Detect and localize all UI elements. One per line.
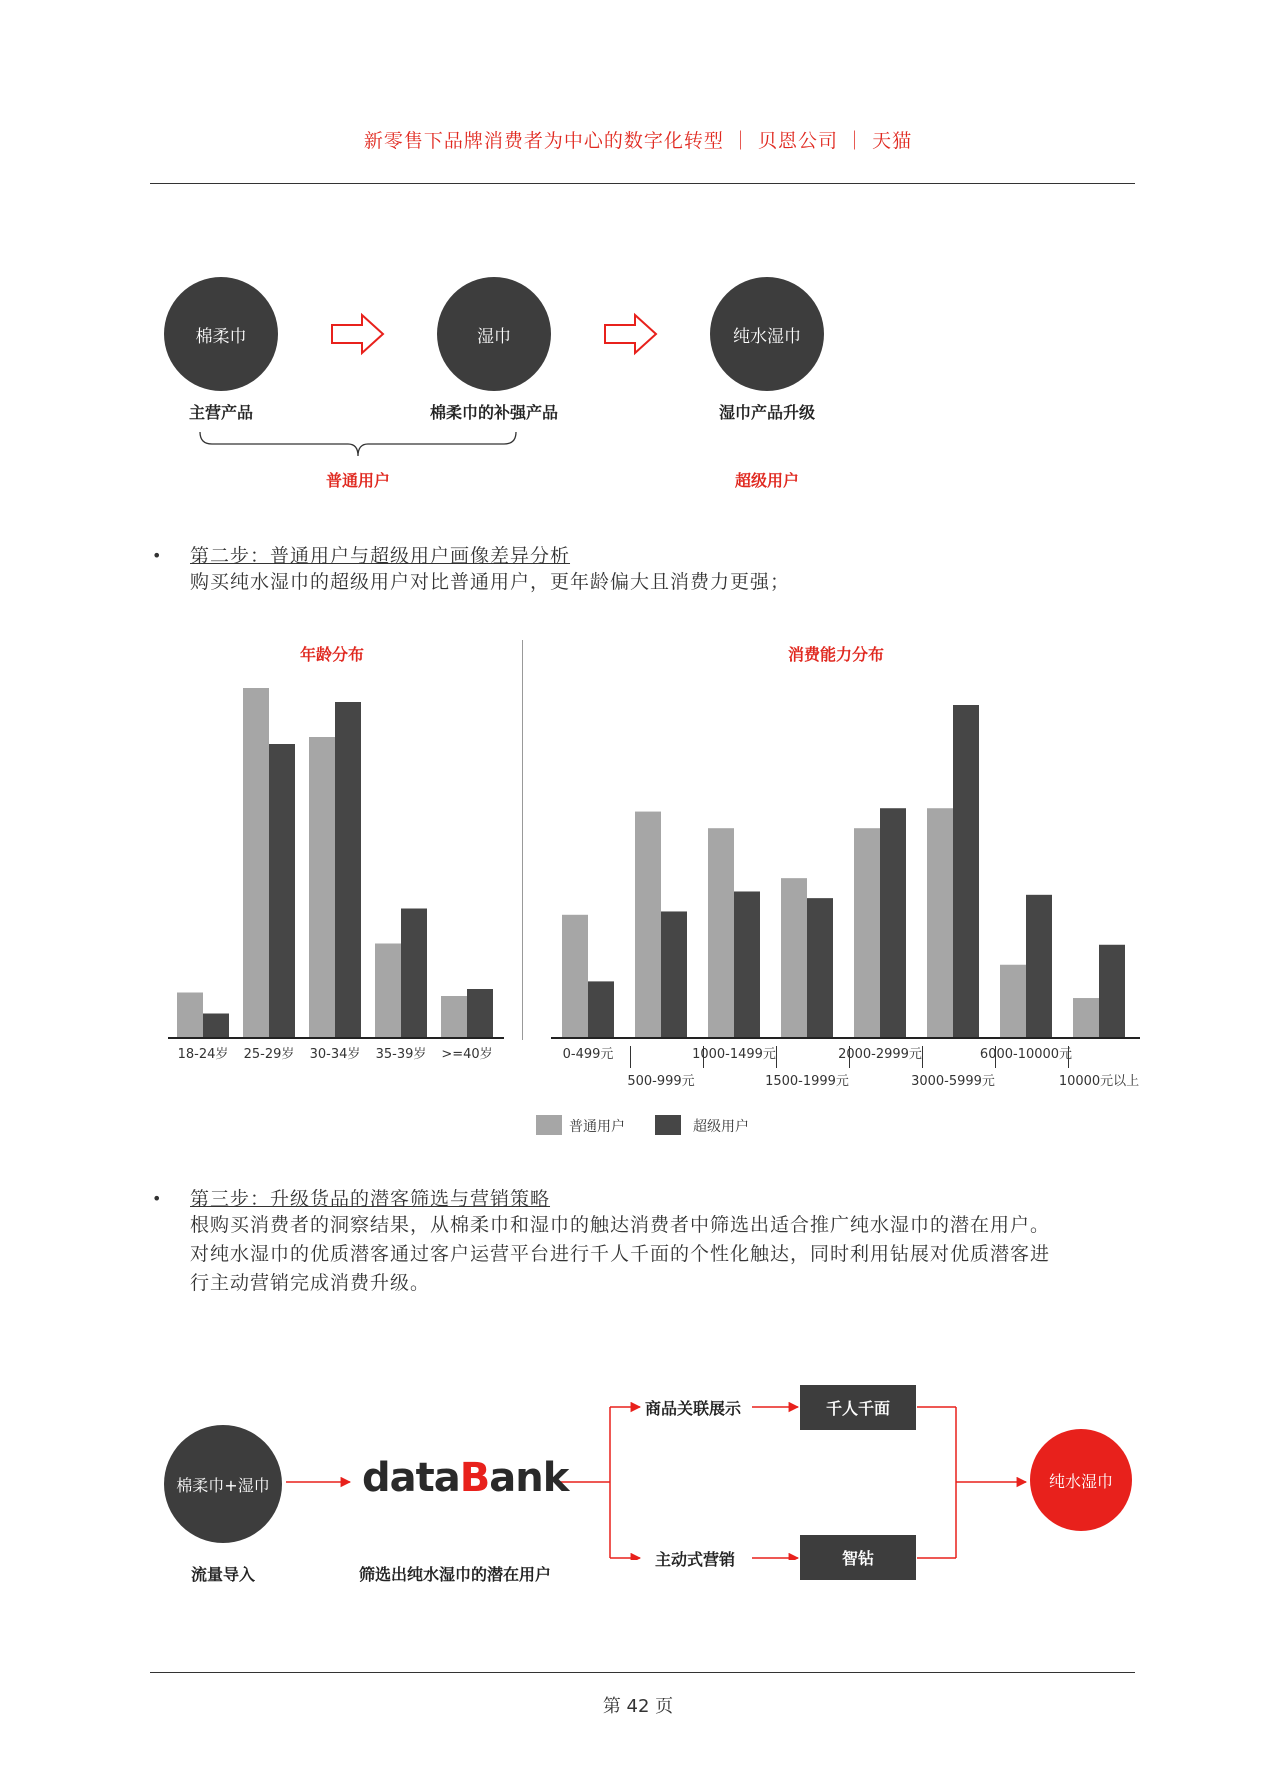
- node-cotton-towel: [164, 277, 278, 391]
- bar-normal: [562, 915, 588, 1038]
- x-tick-label: 2000-2999元: [838, 1047, 922, 1062]
- bullet-icon: •: [152, 1189, 162, 1208]
- x-tick-label: >=40岁: [441, 1047, 493, 1062]
- bar-super: [588, 981, 614, 1038]
- arrow-right-icon: [330, 312, 386, 356]
- bar-normal: [854, 828, 880, 1038]
- x-tick-label: 18-24岁: [177, 1047, 229, 1062]
- box-label: 智钻: [841, 1549, 874, 1568]
- bar-normal: [309, 737, 335, 1038]
- node-source-traffic: [164, 1425, 282, 1543]
- step2-text: 购买纯水湿巾的超级用户对比普通用户，更年龄偏大且消费力更强；: [190, 571, 791, 593]
- bar-super: [467, 989, 493, 1038]
- x-tick-label: 1000-1499元: [692, 1047, 776, 1062]
- x-tick-label: 0-499元: [562, 1047, 614, 1062]
- page-header: 新零售下品牌消费者为中心的数字化转型 ｜ 贝恩公司 ｜ 天猫: [363, 130, 913, 152]
- x-tick-label: 10000元以上: [1058, 1074, 1140, 1089]
- bar-super: [203, 1014, 229, 1039]
- x-tick-label: 30-34岁: [309, 1047, 361, 1062]
- chart-divider: [522, 640, 523, 1040]
- chart-title-age: 年龄分布: [299, 645, 364, 664]
- branch-label-bottom: 主动式营销: [655, 1550, 736, 1569]
- group-super-users: 超级用户: [734, 471, 799, 490]
- box-smart-diamond: [800, 1535, 916, 1580]
- bar-normal: [927, 808, 953, 1038]
- x-tick-label: 3000-5999元: [911, 1074, 995, 1089]
- node-label: 湿巾: [477, 326, 511, 347]
- node-label: 纯水湿巾: [733, 326, 801, 347]
- logo-text: data: [362, 1455, 460, 1501]
- branch-label-top: 商品关联展示: [645, 1399, 742, 1418]
- age-distribution-chart: [165, 670, 505, 1078]
- bar-normal: [177, 993, 203, 1039]
- chart-title-spending: 消费能力分布: [787, 645, 884, 664]
- node-wet-wipe: [437, 277, 551, 391]
- step2-title: 第二步：普通用户与超级用户画像差异分析: [190, 545, 571, 567]
- box-personalized: [800, 1385, 916, 1430]
- logo-text: B: [459, 1455, 490, 1501]
- bar-super: [401, 909, 427, 1039]
- bar-super: [953, 705, 979, 1038]
- x-tick-label: 1500-1999元: [765, 1074, 849, 1089]
- legend-swatch-normal: [536, 1115, 562, 1135]
- step3-line: 行主动营销完成消费升级。: [190, 1272, 431, 1294]
- bar-super: [269, 744, 295, 1038]
- legend-label-super: 超级用户: [693, 1119, 749, 1135]
- bar-normal: [375, 944, 401, 1039]
- bar-normal: [1000, 965, 1026, 1038]
- node-label: 棉柔巾+湿巾: [176, 1475, 270, 1495]
- bar-super: [734, 891, 760, 1038]
- bar-super: [661, 911, 687, 1038]
- source-caption: 流量导入: [190, 1565, 255, 1584]
- logo-caption: 筛选出纯水湿巾的潜在用户: [358, 1565, 551, 1584]
- bar-super: [1026, 895, 1052, 1038]
- legend-swatch-super: [655, 1115, 681, 1135]
- group-normal-users: 普通用户: [325, 471, 390, 490]
- node-caption: 主营产品: [188, 403, 253, 422]
- box-label: 千人千面: [825, 1399, 890, 1418]
- x-tick-label: 35-39岁: [375, 1047, 427, 1062]
- footer-divider: [150, 1672, 1135, 1673]
- node-target-pure-water-wipe: [1030, 1429, 1132, 1531]
- bar-super: [1099, 945, 1125, 1038]
- x-tick-label: 500-999元: [627, 1074, 695, 1089]
- logo-text: ank: [489, 1455, 569, 1501]
- bar-normal: [441, 996, 467, 1038]
- header-divider: [150, 183, 1135, 184]
- bar-normal: [1073, 998, 1099, 1038]
- arrow-right-icon: [603, 312, 659, 356]
- bullet-icon: •: [152, 546, 162, 565]
- databank-logo: [362, 1455, 568, 1501]
- step3-title: 第三步：升级货品的潜客筛选与营销策略: [190, 1188, 551, 1210]
- group-brace: [198, 430, 518, 460]
- bar-normal: [243, 688, 269, 1038]
- node-caption: 湿巾产品升级: [718, 403, 815, 422]
- bar-super: [807, 898, 833, 1038]
- bar-super: [880, 808, 906, 1038]
- bar-normal: [781, 878, 807, 1038]
- bar-normal: [635, 812, 661, 1038]
- spending-distribution-chart: [540, 670, 1140, 1100]
- x-tick-label: 6000-10000元: [979, 1047, 1073, 1062]
- node-label: 纯水湿巾: [1048, 1471, 1113, 1491]
- bar-super: [335, 702, 361, 1038]
- page-number: 第 42 页: [602, 1696, 674, 1717]
- legend-label-normal: 普通用户: [569, 1119, 625, 1135]
- bar-normal: [708, 828, 734, 1038]
- x-tick-label: 25-29岁: [243, 1047, 295, 1062]
- node-pure-water-wipe: [710, 277, 824, 391]
- node-caption: 棉柔巾的补强产品: [429, 403, 558, 422]
- step3-line: 对纯水湿巾的优质潜客通过客户运营平台进行千人千面的个性化触达，同时利用钻展对优质潜客进: [190, 1243, 1051, 1265]
- node-label: 棉柔巾: [195, 326, 247, 347]
- step3-line: 根购买消费者的洞察结果，从棉柔巾和湿巾的触达消费者中筛选出适合推广纯水湿巾的潜在用户。: [190, 1214, 1051, 1236]
